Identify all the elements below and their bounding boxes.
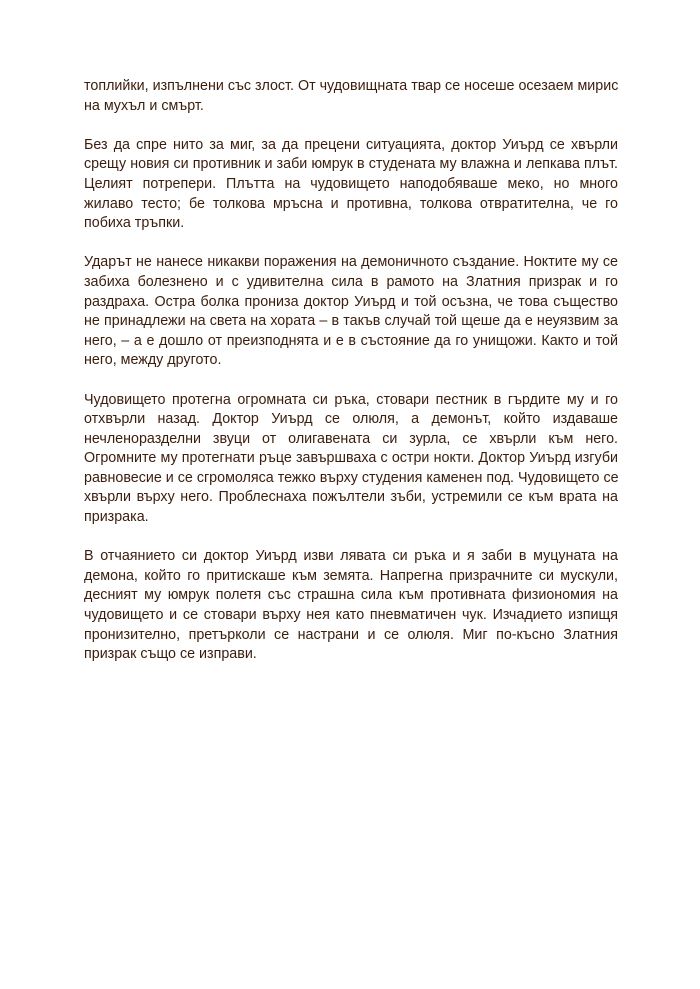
paragraph <box>84 77 618 116</box>
text-line: топлийки, изпълнени със злост. От чудовищната твар се носеше осезаем мирис <box>84 78 619 94</box>
text-line: равновесие и се сгромоляса тежко върху студения каменен под. Чудовището се <box>84 469 619 486</box>
text-line: него, между другото. <box>84 352 222 369</box>
text-line: на мухъл и смърт. <box>84 97 204 114</box>
text-line: чудовището и се стовари върху нея като пневматичен чук. Изчадието изпищя <box>84 607 618 624</box>
text-line: не принадлежи на света на хората – в такъв случай той щеше да е неуязвим за <box>84 313 618 330</box>
text-line: Целият потрепери. Плътта на чудовището наподобяваше меко, но много <box>84 175 618 192</box>
text-line: Чудовището протегна огромната си ръка, стовари пестник в гърдите му и го <box>84 391 618 408</box>
text-line: Без да спре нито за миг, за да прецени ситуацията, доктор Уиърд се хвърли <box>84 136 618 153</box>
text-line: Ударът не нанесе никакви поражения на демоничното създание. Ноктите му се <box>84 254 618 271</box>
text-line: побиха тръпки. <box>84 215 185 232</box>
text-line: хвърли върху него. Проблеснаха пожълтели зъби, устремили се към врата на <box>84 489 618 506</box>
paragraph <box>84 391 618 528</box>
text-line: призрака. <box>84 509 149 526</box>
text-line: нечленоразделни звуци от олигавената си зурла, се хвърли към него. <box>84 430 618 447</box>
text-line: Огромните му протегнати ръце завършваха с остри нокти. Доктор Уиърд изгуби <box>84 450 618 467</box>
paragraph <box>84 136 618 234</box>
text-line: раздраха. Остра болка прониза доктор Уиърд и той осъзна, че това същество <box>84 293 618 310</box>
text-line: него, – а е дошло от преизподнята и е в състояние да го унищожи. Както и той <box>84 332 618 349</box>
text-line: забиха болезнено и с удивителна сила в рамото на Златния призрак и го <box>84 273 618 290</box>
text-line: отхвърли назад. Доктор Уиърд се олюля, а демонът, който издаваше <box>84 411 618 428</box>
text-line: срещу новия си противник и заби юмрук в студената му влажна и лепкава плът. <box>84 156 618 173</box>
paragraph <box>84 547 618 665</box>
text-line: десният му юмрук полетя със страшна сила към противната физиономия на <box>84 587 618 604</box>
text-line: демона, който го притискаше към земята. Напрегна призрачните си мускули, <box>84 567 618 584</box>
document-page <box>84 77 618 684</box>
text-line: пронизително, претърколи се настрани и се олюля. Миг по-късно Златния <box>84 626 618 643</box>
paragraph <box>84 253 618 371</box>
text-line: жилаво тесто; бе толкова мръсна и противна, толкова отвратителна, че го <box>84 195 618 212</box>
text-line: В отчаянието си доктор Уиърд изви лявата си ръка и я заби в муцуната на <box>84 548 618 565</box>
text-line: призрак също се изправи. <box>84 646 257 663</box>
